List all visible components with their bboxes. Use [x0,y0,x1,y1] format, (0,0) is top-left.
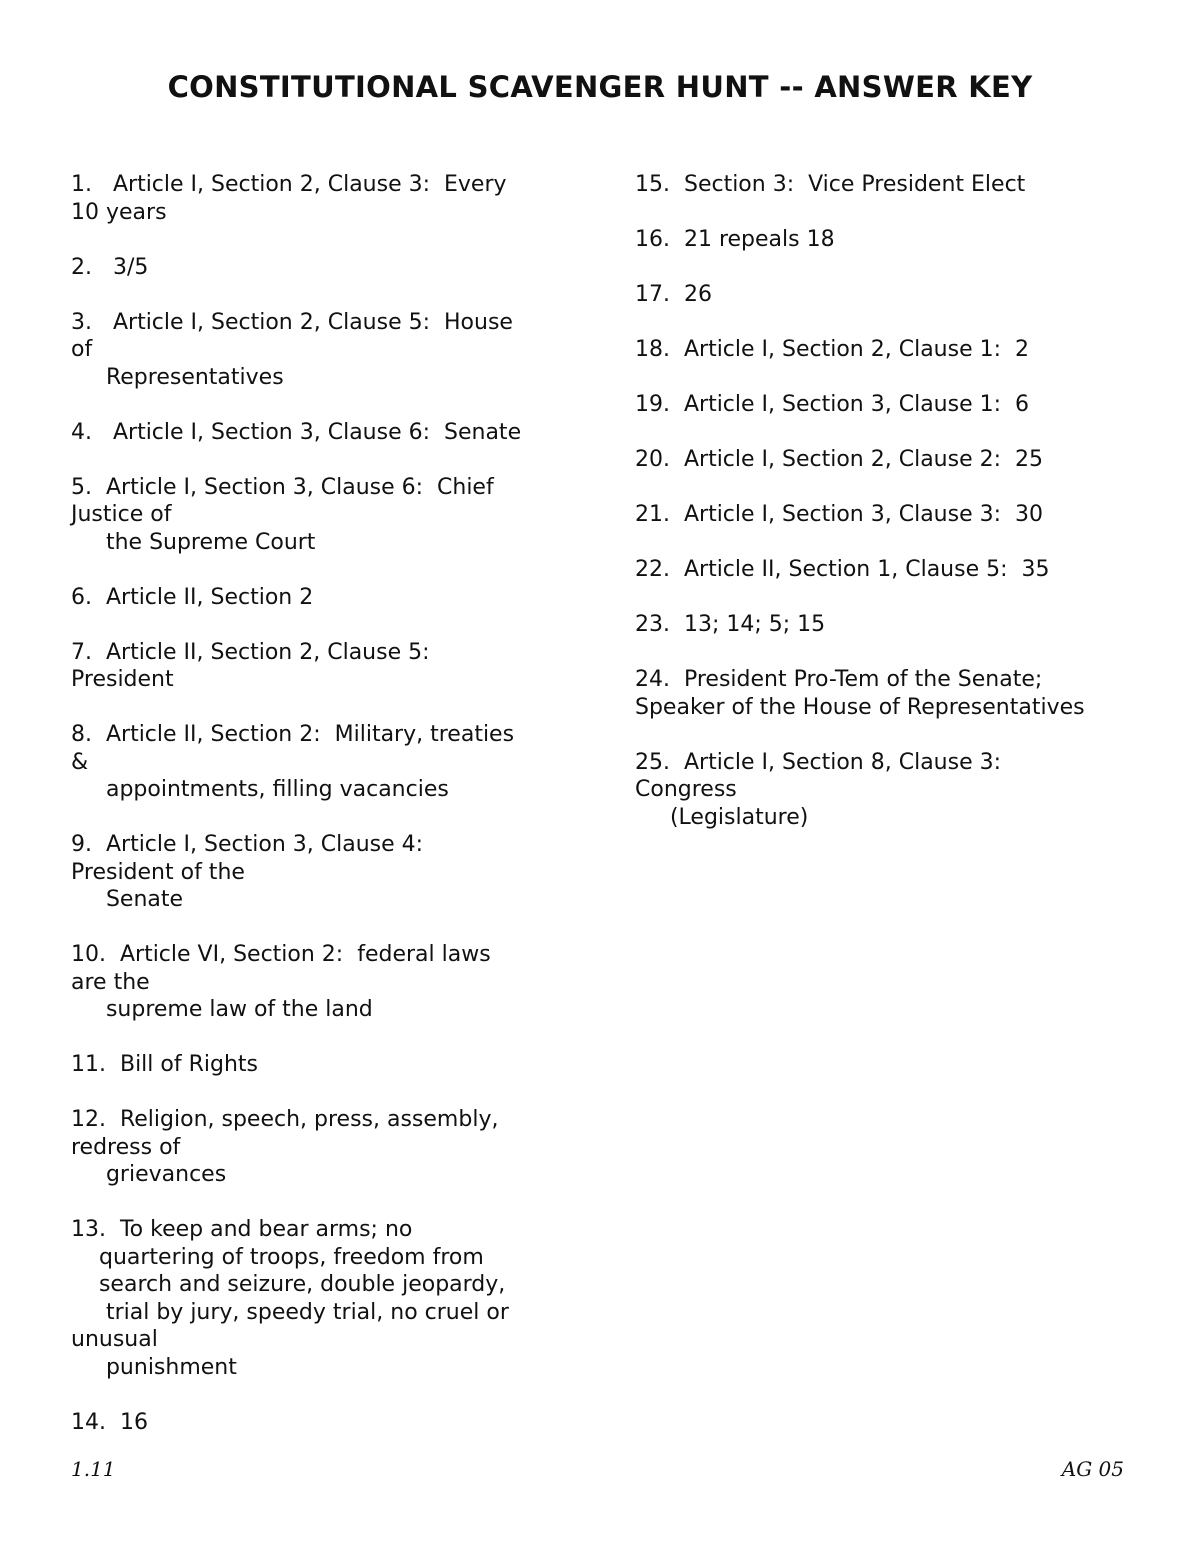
answer-line: 4. Article I, Section 3, Clause 6: Senate [71,419,522,445]
answer-line: of [71,337,93,362]
answer-item [71,171,571,226]
answer-item [71,721,571,804]
answer-line: 25. Article I, Section 8, Clause 3: [635,749,1002,775]
answers-right-column [635,171,1155,859]
answer-line: 5. Article I, Section 3, Clause 6: Chief [71,474,494,500]
answer-line: 3. Article I, Section 2, Clause 5: House [71,309,513,335]
answer-line: 16. 21 repeals 18 [635,227,835,252]
answer-item [635,611,1155,639]
answer-line: 9. Article I, Section 3, Clause 4: [71,832,424,857]
answer-line: are the [71,969,150,995]
page-title: CONSTITUTIONAL SCAVENGER HUNT -- ANSWER KEY [167,70,1033,104]
answer-line: 21. Article I, Section 3, Clause 3: 30 [635,502,1044,527]
answer-line: supreme law of the land [71,997,373,1022]
answer-item [71,1051,571,1079]
answer-item [635,226,1155,254]
answer-line: 7. Article II, Section 2, Clause 5: [71,639,430,665]
answer-line: redress of [71,1134,181,1160]
answer-line: Senate [71,887,184,912]
answer-line: 22. Article II, Section 1, Clause 5: 35 [635,557,1050,582]
answer-line: 12. Religion, speech, press, assembly, [71,1107,499,1132]
answer-line: & [71,749,89,775]
answer-line: Speaker of the House of Representatives [635,694,1085,720]
answer-item [71,639,571,694]
answer-item [71,419,571,447]
answers-left-column [71,171,571,1464]
answer-line: 11. Bill of Rights [71,1052,258,1077]
answer-item [635,281,1155,309]
answer-item [71,831,571,914]
answer-line: 15. Section 3: Vice President Elect [635,172,1026,197]
answer-line: trial by jury, speedy trial, no cruel or [71,1299,509,1325]
answer-line: President of the [71,859,245,885]
answer-line: 1. Article I, Section 2, Clause 3: Every [71,172,507,197]
answer-line: search and seizure, double jeopardy, [71,1272,506,1297]
answer-line: (Legislature) [635,804,809,830]
answer-item [635,171,1155,199]
answer-line: 19. Article I, Section 3, Clause 1: 6 [635,392,1030,417]
answer-line: 8. Article II, Section 2: Military, treaties [71,722,515,747]
answer-line: unusual [71,1327,158,1352]
answer-item [71,254,571,282]
answer-line: 6. Article II, Section 2 [71,584,314,610]
answer-line: 10 years [71,199,167,225]
answer-line: Justice of [71,502,172,527]
answer-line: punishment [71,1354,237,1380]
answer-line: the Supreme Court [71,529,316,555]
answer-item [71,584,571,612]
answer-line: grievances [71,1162,227,1187]
answer-line: 2. 3/5 [71,254,149,280]
answer-item [71,941,571,1024]
answer-line: Representatives [71,364,284,390]
answer-item [71,309,571,392]
answer-line: 23. 13; 14; 5; 15 [635,612,826,637]
answer-item [71,474,571,557]
answer-line: 14. 16 [71,1409,148,1435]
answer-item [635,391,1155,419]
answer-item [71,1409,571,1437]
answer-line: quartering of troops, freedom from [71,1244,484,1270]
answer-line: 18. Article I, Section 2, Clause 1: 2 [635,337,1030,362]
answer-item [635,749,1155,832]
answer-line: Congress [635,777,737,802]
answer-line: 13. To keep and bear arms; no [71,1217,413,1242]
footer-code: AG 05 [1061,1457,1124,1481]
answer-item [635,446,1155,474]
answer-item [71,1216,571,1381]
answer-line: 17. 26 [635,282,712,307]
answer-line: President [71,667,174,692]
answer-line: 20. Article I, Section 2, Clause 2: 25 [635,447,1044,472]
answer-line: 24. President Pro-Tem of the Senate; [635,667,1043,692]
footer-page-number: 1.11 [71,1457,116,1481]
answer-item [635,666,1155,721]
answer-line: appointments, filling vacancies [71,777,449,802]
answer-item [635,501,1155,529]
answer-item [635,556,1155,584]
answer-line: 10. Article VI, Section 2: federal laws [71,942,491,967]
answer-item [71,1106,571,1189]
answer-item [635,336,1155,364]
